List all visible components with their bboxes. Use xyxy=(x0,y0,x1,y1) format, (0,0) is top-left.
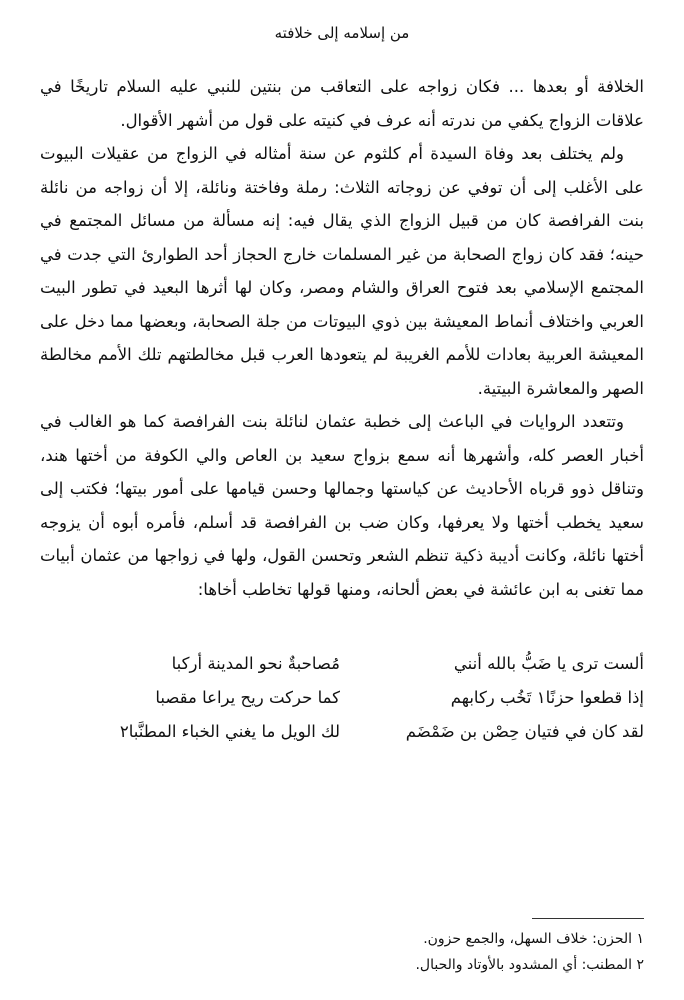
poem-first-hemistich: ألست ترى يا ضَبُّ بالله أنني xyxy=(453,654,644,673)
footnote: ١ الحزن: خلاف السهل، والجمع حزون. xyxy=(423,931,644,947)
poem-verse xyxy=(40,647,644,681)
poem-first-hemistich: لقد كان في فتيان حِصْن بن ضَمْضَم xyxy=(405,722,644,741)
poem-first-hemistich: إذا قطعوا حزنًا١ تَخُب ركابهم xyxy=(450,688,644,707)
paragraph: ولم يختلف بعد وفاة السيدة أم كلثوم عن سنة أمثاله في الزواج من عقيلات البيوت على الأغلب إلى أن توفي عن زوجاته الثلاث: رملة وفاختة ونائلة، إلا أن زواجه من نائلة بنت الفرافصة كان من قبيل الزواج الذي يقال فيه: إنه مسألة من مسائل المجتمع في حينه؛ فقد كان زواج الصحابة من غير المسلمات خارج الحجاز أحد الطوارئ التي جدت في المجتمع الإسلامي بعد فتوح العراق والشام ومصر، وكان لها أثرها البعيد في تطور البيت العربي واختلاف أنماط المعيشة بين ذوي البيوتات من جلة الصحابة، وبعضها مما دخل على المعيشة العربية بعادات للأمم الغريبة لم يتعودها العرب قبل مخالطتهم تلك الأمم مخالطة الصهر والمعاشرة البيتية. xyxy=(40,144,644,398)
paragraph: الخلافة أو بعدها ... فكان زواجه على التعاقب من بنتين للنبي عليه السلام تاريخًا في علاقات الزواج يكفي من ندرته أنه عرف في كنيته على قول من أشهر الأقوال. xyxy=(40,77,644,130)
poem-second-hemistich: مُصاحبةٌ نحو المدينة أركبا xyxy=(171,654,340,673)
body-text xyxy=(40,70,644,606)
poem-verse xyxy=(40,681,644,715)
poem-second-hemistich: كما حركت ريح يراعا مقصبا xyxy=(155,688,340,707)
poem-verse xyxy=(40,715,644,749)
footnote-divider xyxy=(532,918,644,919)
poem xyxy=(40,647,644,749)
footnotes xyxy=(40,926,644,978)
paragraph: وتتعدد الروايات في الباعث إلى خطبة عثمان لنائلة بنت الفرافصة كما هو الغالب في أخبار العصر كله، وأشهرها أنه سمع بزواج سعيد بن العاص والي الكوفة من أختها هند، وتناقل ذوو قرباه الأحاديث عن كياستها وجمالها وحسن قيامها على أمور بيتها؛ فكتب إلى سعيد يخطب أختها ولا يعرفها، وكان ضب بن الفرافصة قد أسلم، فأمره أبوه أن يزوجه أختها نائلة، وكانت أديبة ذكية تنظم الشعر وتحسن القول، ولها في زواجها من عثمان أبيات مما تغنى به ابن عائشة في بعض ألحانه، ومنها قولها تخاطب أخاها: xyxy=(40,412,644,599)
poem-second-hemistich: لك الويل ما يغني الخباء المطنَّبا٢ xyxy=(119,722,340,741)
footnote: ٢ المطنب: أي المشدود بالأوتاد والحبال. xyxy=(415,957,644,973)
running-head: من إسلامه إلى خلافته xyxy=(274,24,410,42)
